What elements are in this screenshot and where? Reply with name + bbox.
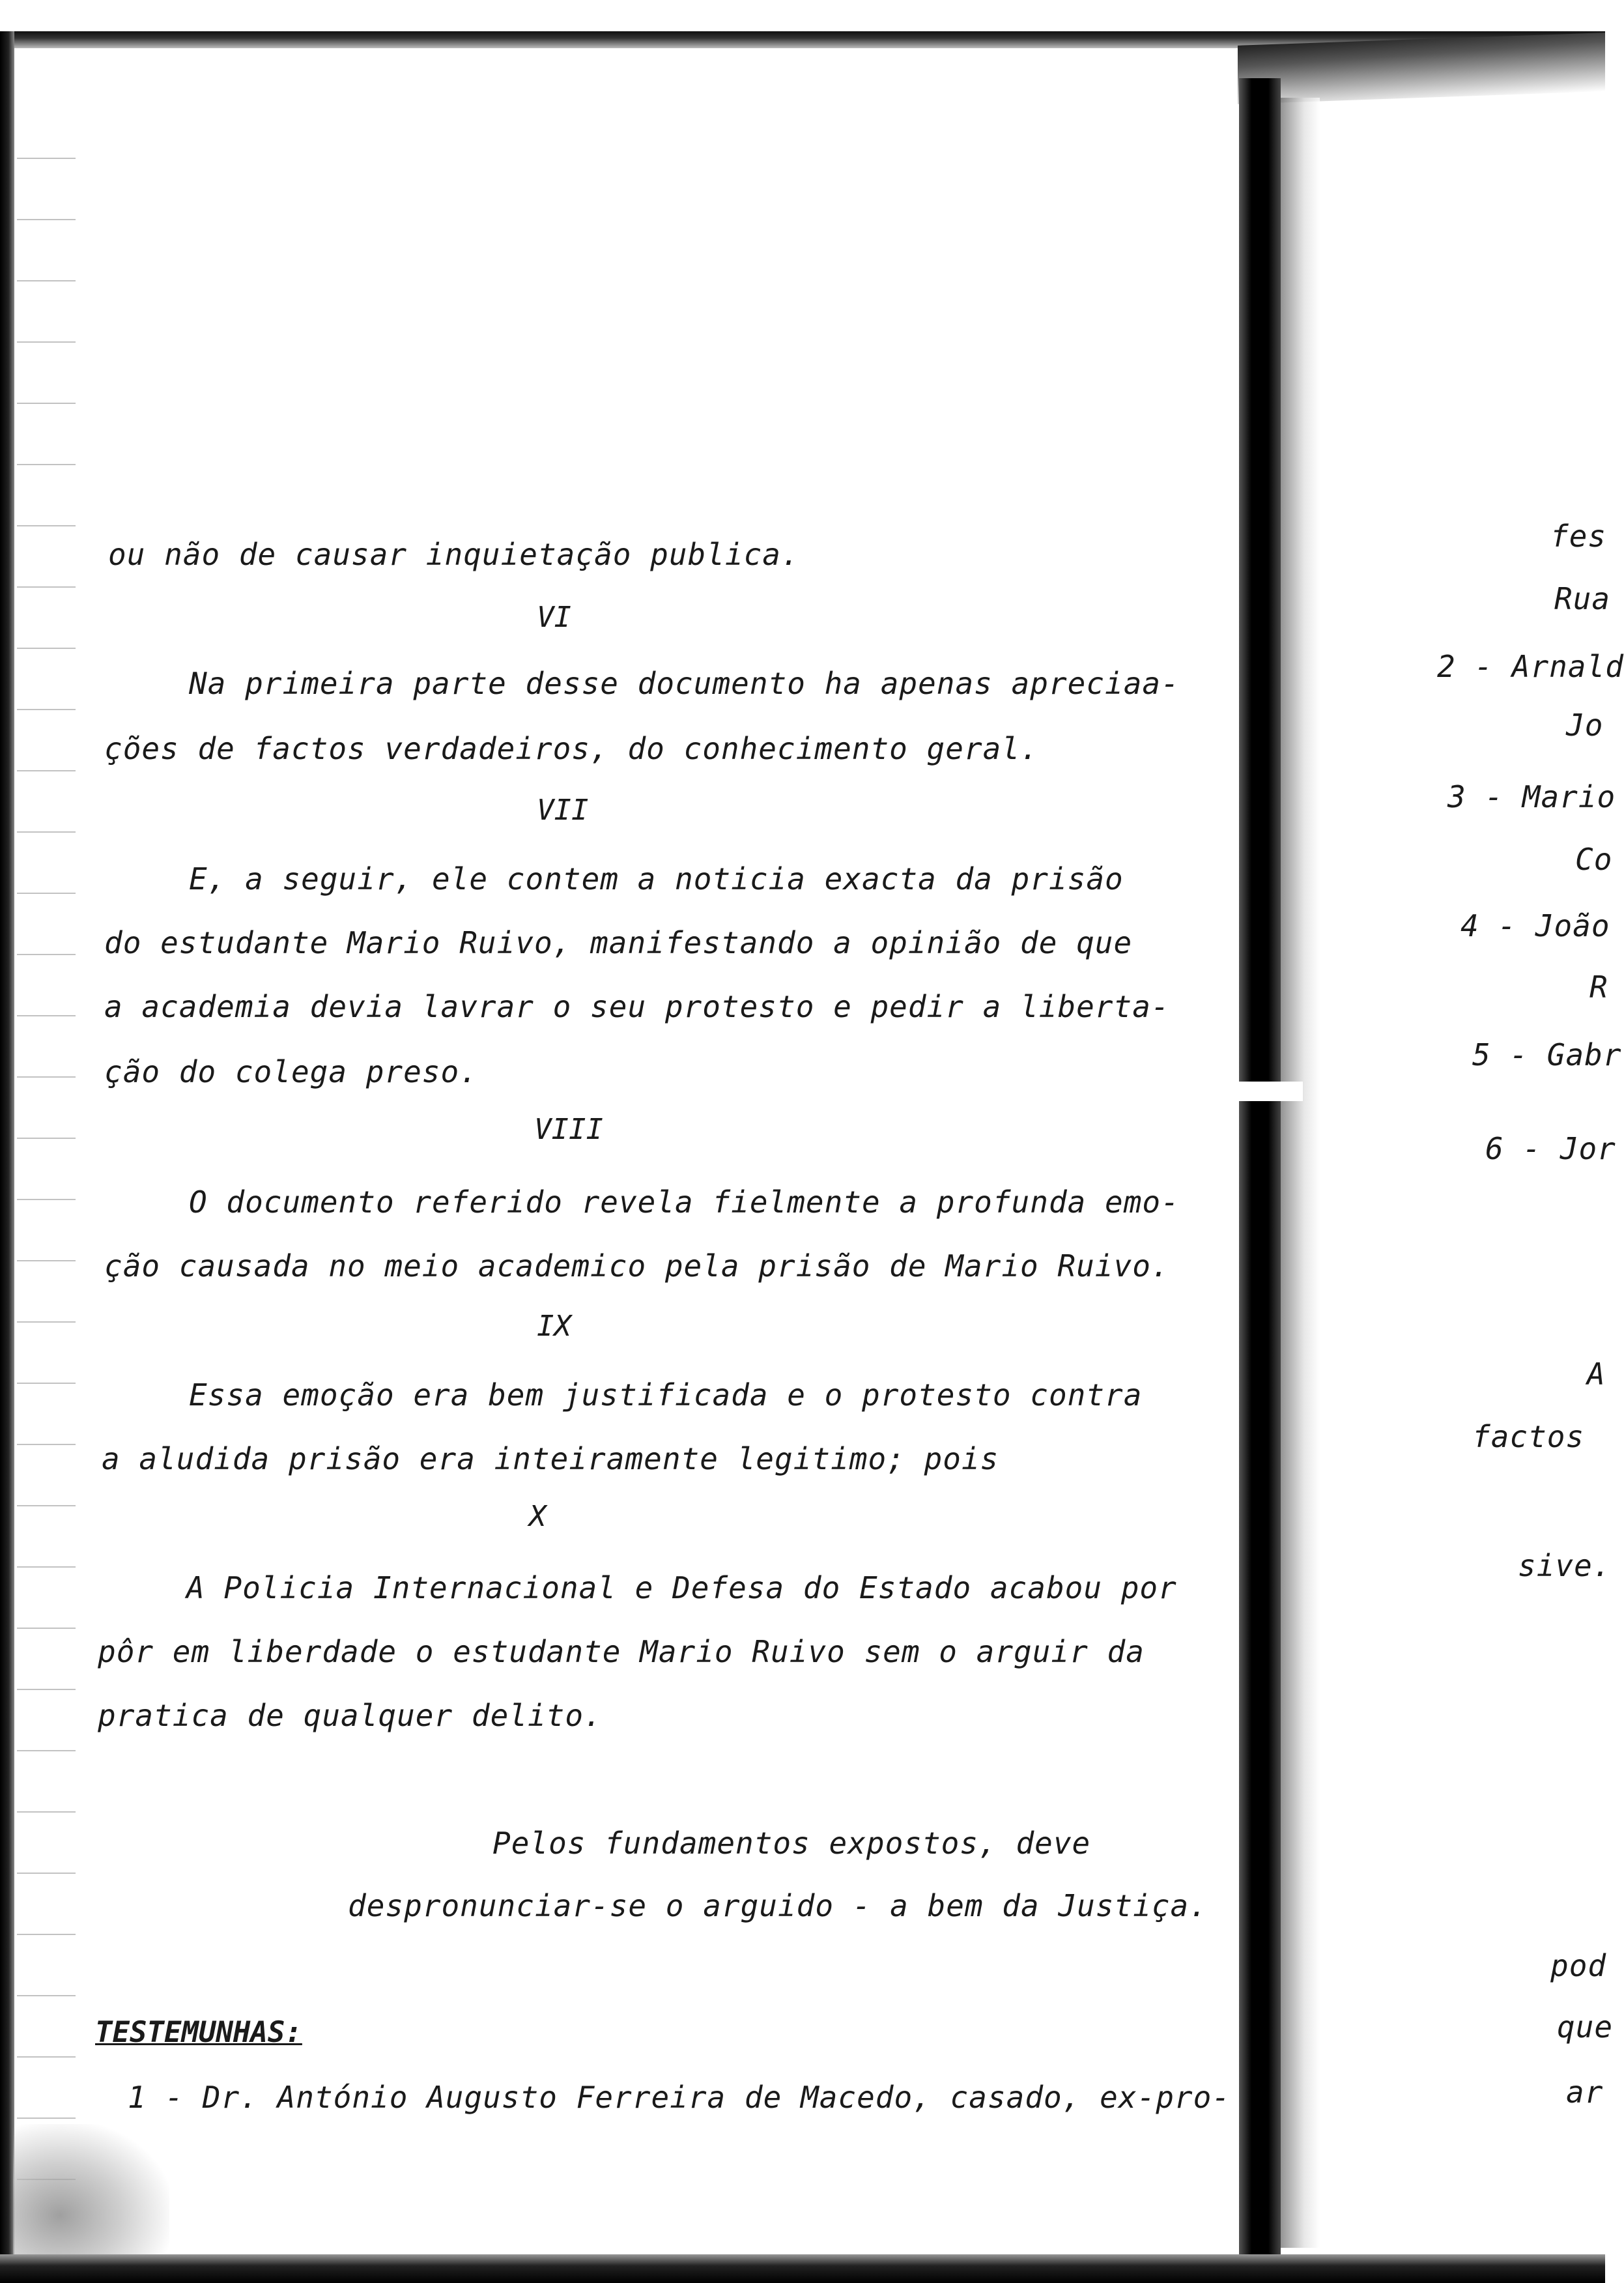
text-line: A Policia Internacional e Defesa do Estado acabou por	[186, 1570, 1177, 1605]
right-fragment: R	[1589, 969, 1608, 1005]
margin-ruling	[17, 98, 76, 2209]
right-fragment: 5 - Gabr	[1472, 1037, 1622, 1072]
right-fragment: fes	[1550, 519, 1607, 554]
spine-gap	[1231, 1082, 1303, 1101]
text-line: Essa emoção era bem justificada e o protesto contra	[189, 1377, 1143, 1413]
right-fragment: sive.	[1518, 1548, 1612, 1583]
section-numeral: VII	[537, 794, 589, 827]
right-fragment: factos	[1472, 1419, 1585, 1454]
text-line: O documento referido revela fielmente a profunda emo-	[189, 1185, 1180, 1220]
spine-shadow	[1281, 98, 1320, 2248]
text-line: ou não de causar inquietação publica.	[108, 537, 800, 572]
text-line: despronunciar-se o arguido - a bem da Justiça.	[348, 1888, 1208, 1923]
text-line: E, a seguir, ele contem a noticia exacta da prisão	[189, 861, 1124, 897]
right-fragment: que	[1557, 2009, 1614, 2045]
page-edge-left	[0, 31, 14, 2283]
right-fragment: Rua	[1554, 581, 1611, 616]
right-fragment: A	[1587, 1357, 1606, 1392]
text-line: ção causada no meio academico pela prisão de Mario Ruivo.	[104, 1248, 1170, 1284]
section-numeral: IX	[537, 1310, 571, 1343]
page-edge-bottom	[0, 2254, 1605, 2283]
section-numeral: VIII	[534, 1113, 603, 1146]
text-line: pôr em liberdade o estudante Mario Ruivo sem o arguir da	[98, 1634, 1145, 1669]
section-numeral: VI	[537, 601, 571, 634]
page-edge-top-right	[1238, 33, 1605, 104]
text-line: 1 - Dr. António Augusto Ferreira de Macedo, casado, ex-pro-	[128, 2080, 1231, 2115]
text-line: ções de factos verdadeiros, do conhecimento geral.	[104, 731, 1039, 766]
right-fragment: 2 - Arnald	[1437, 649, 1624, 684]
right-fragment: 4 - João	[1460, 908, 1610, 943]
section-numeral: X	[529, 1500, 547, 1533]
right-fragment: Jo	[1566, 708, 1604, 743]
text-line: ção do colega preso.	[104, 1054, 478, 1089]
scan-noise	[13, 2124, 169, 2254]
text-line: a aludida prisão era inteiramente legitimo; pois	[102, 1441, 999, 1476]
text-line: Na primeira parte desse documento ha apenas apreciaa-	[189, 666, 1180, 701]
text-line: do estudante Mario Ruivo, manifestando a opinião de que	[104, 925, 1133, 960]
right-fragment: 6 - Jor	[1485, 1131, 1616, 1166]
text-line: pratica de qualquer delito.	[98, 1698, 603, 1733]
right-fragment: pod	[1550, 1948, 1607, 1983]
right-fragment: Co	[1575, 842, 1613, 877]
right-fragment: 3 - Mario	[1447, 779, 1616, 814]
book-spine	[1239, 78, 1281, 2254]
right-fragment: ar	[1566, 2075, 1604, 2110]
text-line: Pelos fundamentos expostos, deve	[492, 1826, 1091, 1861]
witnesses-heading: TESTEMUNHAS:	[95, 2016, 302, 2049]
text-line: a academia devia lavrar o seu protesto e pedir a liberta-	[104, 989, 1170, 1024]
